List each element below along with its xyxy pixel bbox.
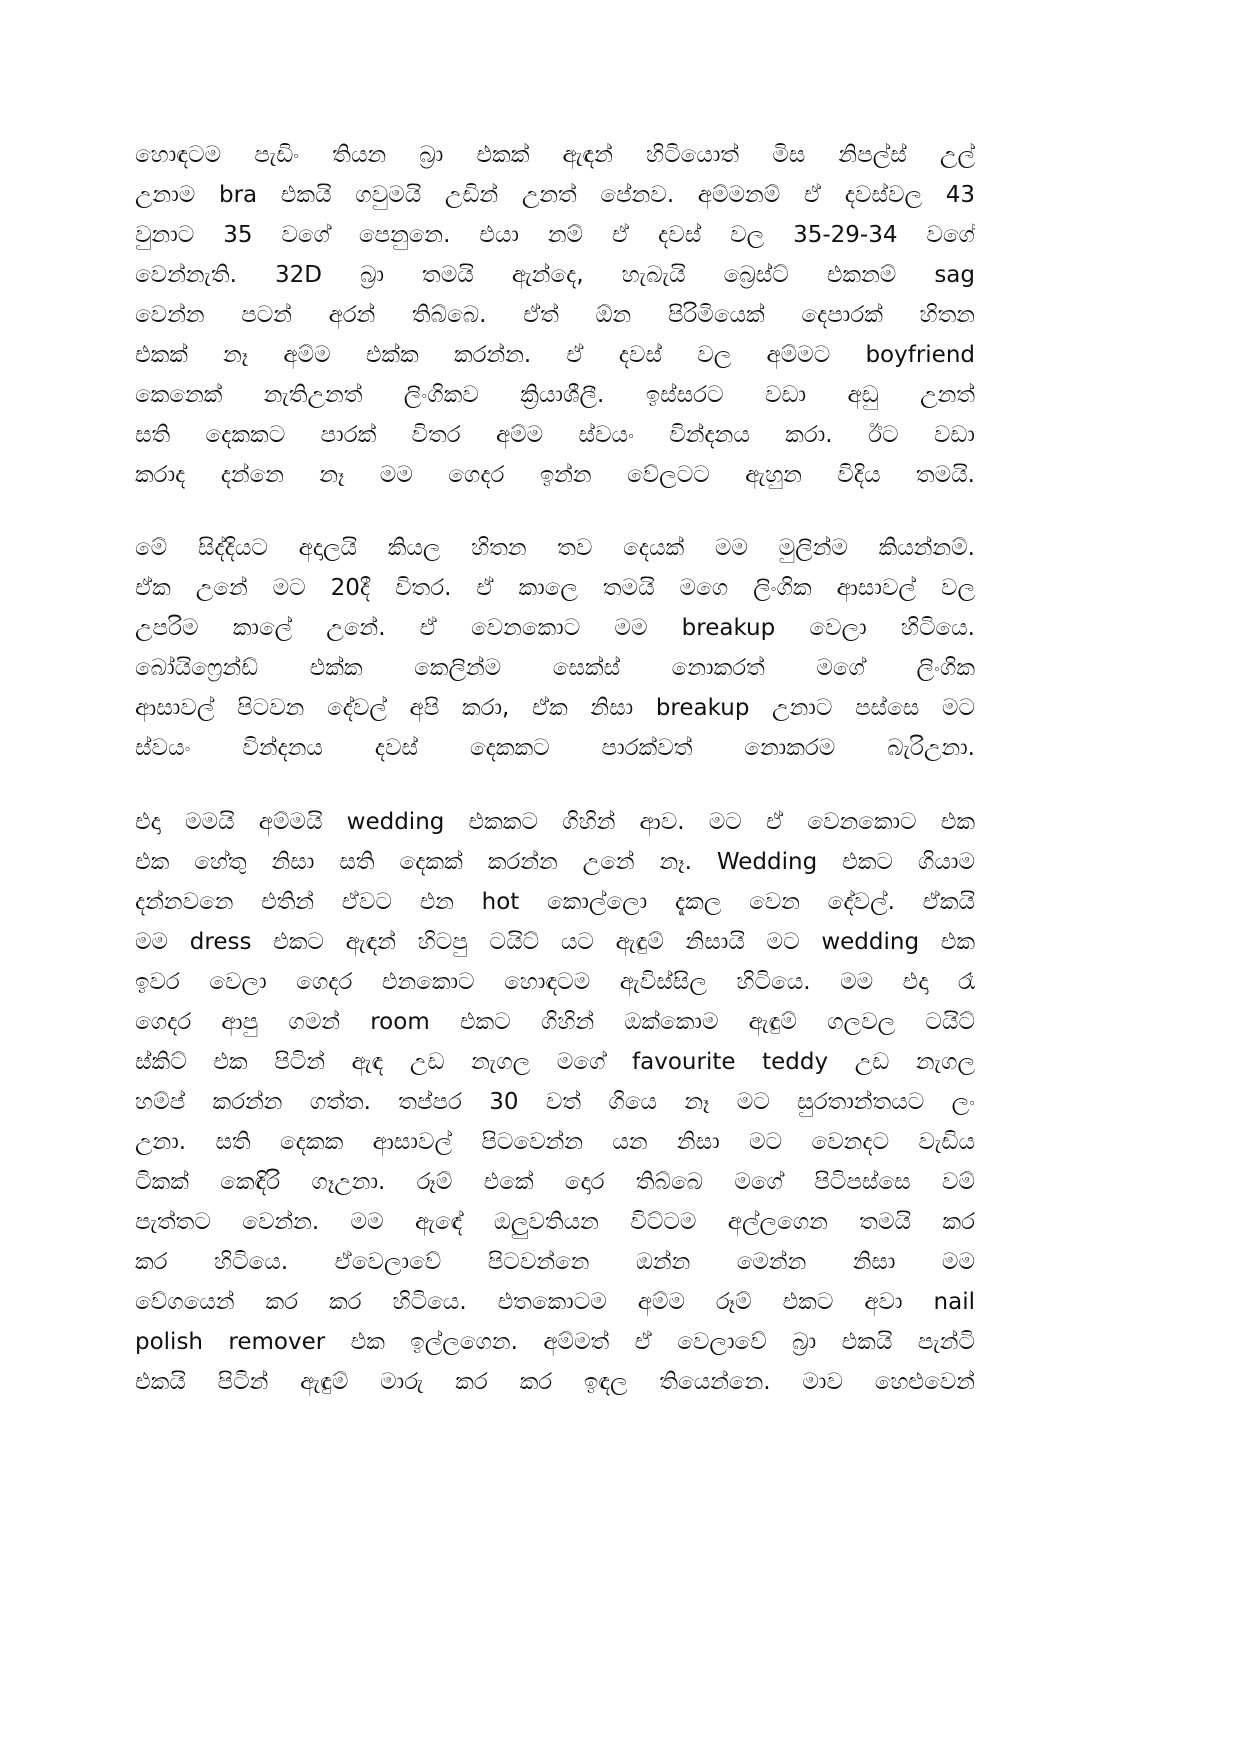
text-line: ස්වයං වින්දනය දවස් දෙකකට පාරක්වත් නොකරම බැරිඋනා.	[135, 735, 975, 761]
text-line: උනාම bra එකයි ගවුමයි උඩින් උනත් පේනව. අම්මනම් ඒ දවස්වල 43	[135, 182, 975, 208]
text-line: polish remover එක ඉල්ලගෙන. අම්මත් ඒ වෙලාවේ බ්‍රා එකයි පැන්ටි	[135, 1329, 975, 1355]
text-line: උපරිම කාලේ උනේ. ඒ වෙනකොට මම breakup වෙලා හිටියෙ.	[135, 615, 975, 641]
text-line: ආසාවල් පිටවන දේවල් අපි කරා, ඒක නිසා breakup උනාට පස්සෙ මට	[135, 695, 975, 721]
text-line: හම්ප් කරන්න ගත්ත. තප්පර 30 වත් ගියෙ නෑ මට සුරතාන්තයට ලං	[135, 1089, 975, 1115]
text-line: වෙන්න පටන් අරන් තිබ්බෙ. ඒත් ඕන පිරිමියෙක් දෙපාරක් හිතන	[135, 302, 975, 328]
text-line: එදා මමයි අම්මයි wedding එකකට ගිහින් ආව. මට ඒ වෙනකොට එක	[135, 809, 975, 835]
text-line: හොඳටම පැඩිං තියන බ්‍රා එකක් ඇඳන් හිටියොත් මිස නිපල්ස් උල්	[135, 142, 975, 168]
text-line: ස්කිට් එක පිටින් ඇඳ උඩ නැගල මගේ favourite teddy උඩ නැගල	[135, 1049, 975, 1075]
paragraph-1	[135, 135, 975, 495]
text-line: බෝයිෆ්‍රෙන්ඩ් එක්ක කෙලින්ම සෙක්ස් නොකරත් මගේ ලිංගික	[135, 655, 975, 681]
text-line: මේ සිද්දියට අදාලයි කියල හිතන තව දෙයක් මම මුලින්ම කියන්නම්.	[135, 535, 975, 561]
text-line: ටිකක් කෙඳිරි ගෑඋනා. රූම් එකේ දොර තිබ්බෙ මගේ පිටිපස්සෙ වම්	[135, 1169, 975, 1195]
text-line: කරාද දන්නෙ නෑ මම ගෙදර ඉන්න වේලටට ඇහුන විදිය තමයි.	[135, 462, 975, 488]
text-line: ඒක උනේ මට 20දී විතර. ඒ කාලෙ තමයි මගෙ ලිංගික ආසාවල් වල	[135, 575, 975, 601]
text-line: සති දෙකකට පාරක් විතර අම්ම ස්වයං වින්දනය කරා. ඊට වඩා	[135, 422, 975, 448]
text-line: එකයි පිටින් ඇඳුම් මාරු කර කර ඉඳල තියෙන්නෙ. මාව හෙළුවෙන්	[135, 1369, 975, 1395]
text-line: කර හිටියෙ. ඒවෙලාවේ පිටවන්නෙ ඔන්න මෙන්න නිසා මම	[135, 1249, 975, 1275]
text-line: වුනාට 35 වගේ පෙනුනෙ. එයා නම් ඒ දවස් වල 35-29-34 වගේ	[135, 222, 975, 248]
paragraph-3	[135, 802, 975, 1402]
text-line: කෙනෙක් නැතිඋනත් ලිංගිකව ක්‍රියාශීලී. ඉස්සරට වඩා අඩු උනත්	[135, 382, 975, 408]
text-line: වෙන්නැති. 32D බ්‍රා තමයි ඇන්දෙ, හැබැයි බ්‍රෙස්ට් එකනම් sag	[135, 262, 975, 288]
text-line: එක හේතු නිසා සති දෙකක් කරන්න උනේ නෑ. Wedding එකට ගියාම	[135, 849, 975, 875]
text-line: ගෙදර ආපු ගමන් room එකට ගිහින් ඔක්කොම ඇඳුම් ගලවල ටයිට්	[135, 1009, 975, 1035]
text-line: උනා. සති දෙකක ආසාවල් පිටවෙන්න යන නිසා මට වෙනදට වැඩිය	[135, 1129, 975, 1155]
text-line: ඉවර වෙලා ගෙදර එනකොට හොඳටම ඇවිස්සිල හිටියෙ. මම එදා රෑ	[135, 969, 975, 995]
paragraph-2	[135, 528, 975, 768]
text-line: එකක් නෑ අම්ම එක්ක කරන්න. ඒ දවස් වල අම්මට boyfriend	[135, 342, 975, 368]
text-line: දන්නවනෙ එතින් ඒවට එන hot කොල්ලො දැකල වෙන දේවල්. ඒකයි	[135, 889, 975, 915]
text-line: පැත්තට වෙන්න. මම ඇඳේ ඔලුවතියන විට්ටම අල්ලගෙන තමයි කර	[135, 1209, 975, 1235]
text-line: වේගයෙන් කර කර හිටියෙ. එතකොටම අම්ම රූම් එකට අවා nail	[135, 1289, 975, 1315]
text-line: මම dress එකට ඇඳන් හිටපු ටයිට් යට ඇඳුම් නිසායි මට wedding එක	[135, 929, 975, 955]
